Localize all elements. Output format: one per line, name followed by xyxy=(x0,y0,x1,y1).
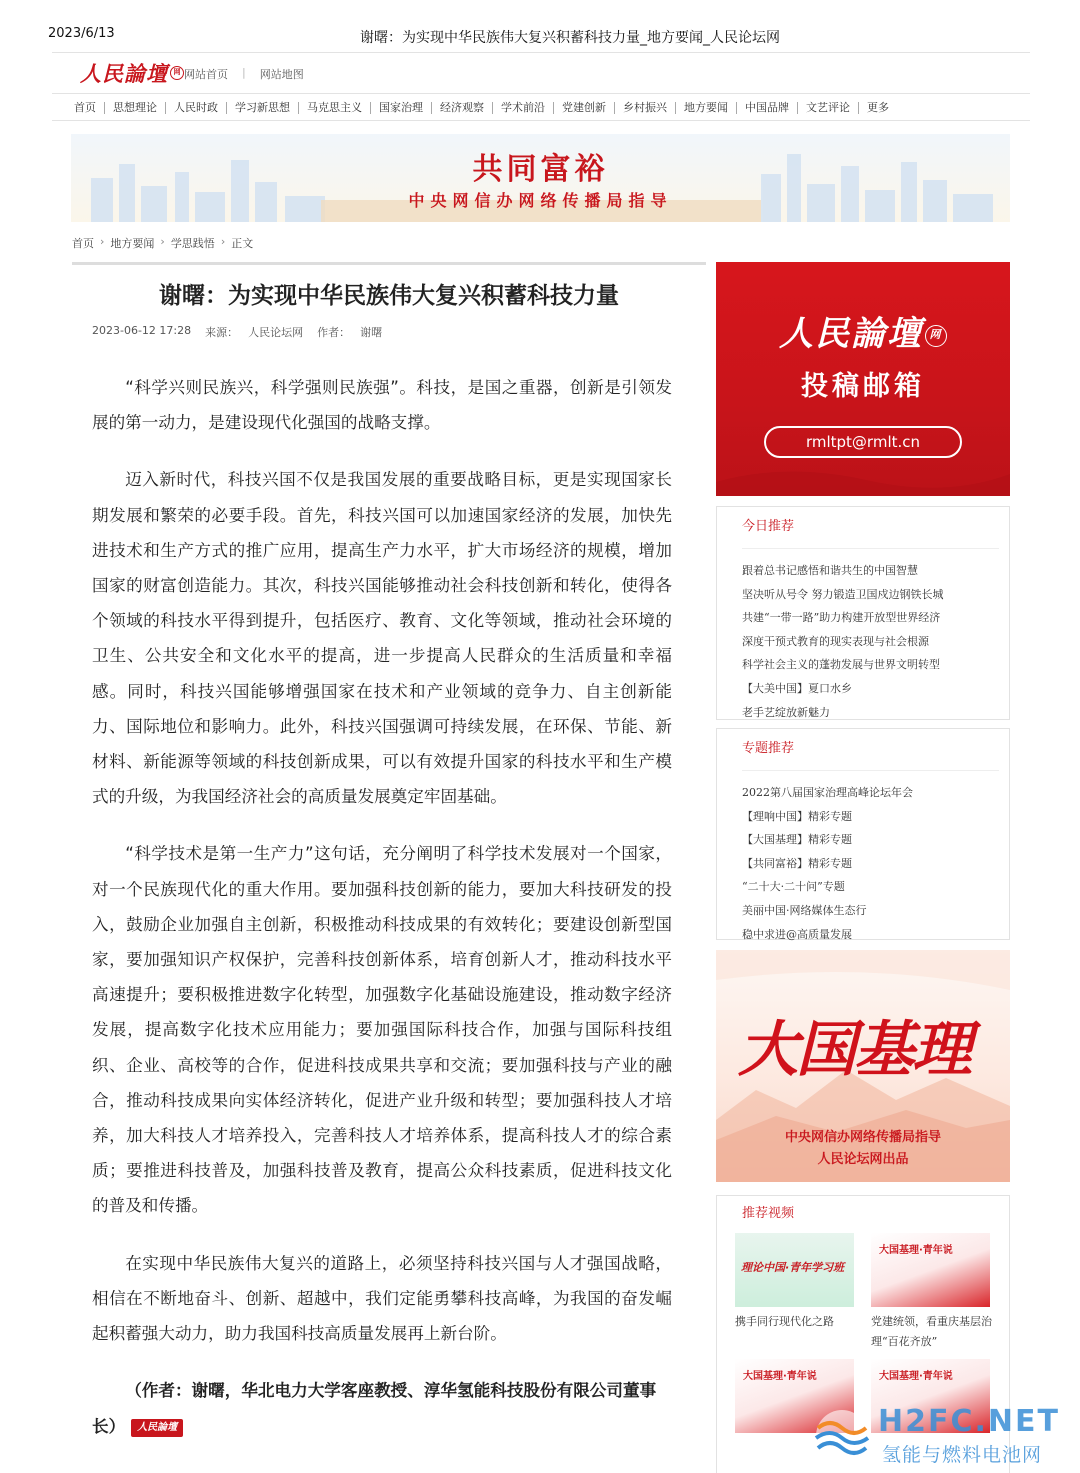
wave-logo-icon xyxy=(810,1404,874,1468)
ad-logo xyxy=(716,306,1010,355)
print-date: 2023/6/13 xyxy=(48,26,115,41)
list-item[interactable]: 科学社会主义的蓬勃发展与世界文明转型 xyxy=(742,658,940,672)
main-nav xyxy=(52,96,1030,121)
video-thumbnail[interactable] xyxy=(871,1233,990,1307)
link-home[interactable]: 网站首页 xyxy=(184,68,228,81)
chevron-right-icon: › xyxy=(100,235,105,248)
nav-item-study[interactable]: 学习新思想 xyxy=(227,102,299,114)
breadcrumb xyxy=(72,235,259,251)
list-item[interactable]: 2022第八届国家治理高峰论坛年会 xyxy=(742,786,913,799)
nav-item-arts[interactable]: 文艺评论 xyxy=(798,102,859,114)
article-source[interactable]: 人民论坛网 xyxy=(248,326,304,339)
breadcrumb-home[interactable]: 首页 xyxy=(72,237,94,250)
nav-item-brand[interactable]: 中国品牌 xyxy=(737,102,798,114)
common-prosperity-banner[interactable] xyxy=(71,134,1010,222)
article-paragraph: “科学兴则民族兴，科学强则民族强”。科技，是国之重器，创新是引领发展的第一动力，是建设现代化强国的战略支撑。 xyxy=(92,378,672,433)
source-label: 来源： xyxy=(205,326,239,339)
today-list xyxy=(742,559,1009,724)
ad-logo-badge: 网 xyxy=(925,325,947,347)
banner-subtitle: 中央网信办网络传播局指导 xyxy=(408,191,673,210)
list-item[interactable]: 老手艺绽放新魅力 xyxy=(742,705,830,719)
list-item[interactable]: 【大美中国】夏口水乡 xyxy=(742,681,852,695)
article-body xyxy=(72,370,706,1445)
today-heading: 今日推荐 xyxy=(742,519,795,534)
top-links xyxy=(184,66,318,82)
wave-decoration xyxy=(716,456,1010,496)
site-logo-text: 人民論壇 xyxy=(80,61,168,86)
ad-email[interactable]: rmltpt@rmlt.cn xyxy=(764,426,962,458)
article-meta xyxy=(72,324,706,340)
ad-title: 投稿邮箱 xyxy=(801,371,925,402)
topic-recommend-box xyxy=(716,728,1010,940)
watermark-brand: H2FC.NET xyxy=(878,1404,1060,1439)
breadcrumb-local[interactable]: 地方要闻 xyxy=(110,237,155,250)
watermark-subtitle: 氢能与燃料电池网 xyxy=(882,1444,1043,1466)
author-note-text: （作者：谢曙，华北电力大学客座教授、淳华氢能科技股份有限公司董事长） xyxy=(92,1381,657,1437)
author-note xyxy=(92,1373,672,1445)
video-thumb-text: 大国基理·青年说 xyxy=(879,1371,953,1382)
site-seal-logo: 人民論壇 xyxy=(131,1419,183,1437)
chevron-right-icon: › xyxy=(160,235,165,248)
article-author: 谢曙 xyxy=(360,326,383,339)
video-thumbnail[interactable] xyxy=(735,1233,854,1307)
site-logo-badge: 网 xyxy=(170,66,184,80)
author-label: 作者： xyxy=(317,326,351,339)
list-item[interactable]: 坚决听从号令 努力锻造卫国戍边钢铁长城 xyxy=(742,587,944,601)
submission-email-ad[interactable] xyxy=(716,262,1010,496)
box-header xyxy=(742,737,999,771)
list-item[interactable]: 【共同富裕】精彩专题 xyxy=(742,856,852,870)
nav-item-politics[interactable]: 人民时政 xyxy=(166,102,227,114)
article-divider xyxy=(72,262,706,265)
list-item[interactable]: 稳中求进@高质量发展 xyxy=(742,927,852,941)
nav-item-marxism[interactable]: 马克思主义 xyxy=(299,102,371,114)
nav-item-local[interactable]: 地方要闻 xyxy=(676,102,737,114)
breadcrumb-current: 正文 xyxy=(231,237,254,250)
box-header xyxy=(742,515,999,549)
chevron-right-icon: › xyxy=(220,235,226,248)
nav-item-economy[interactable]: 经济观察 xyxy=(432,102,493,114)
video-thumb-text: 大国基理·青年说 xyxy=(743,1371,817,1382)
nav-item-party[interactable]: 党建创新 xyxy=(554,102,615,114)
banner-title: 共同富裕 xyxy=(472,152,609,187)
ad-logo-text: 人民論壇 xyxy=(779,314,923,354)
list-item[interactable]: 美丽中国·网络媒体生态行 xyxy=(742,903,867,917)
video-caption[interactable]: 携手同行现代化之路 xyxy=(735,1315,834,1328)
print-page-title: 谢曙：为实现中华民族伟大复兴积蓄科技力量_地方要闻_人民论坛网 xyxy=(360,30,780,46)
topics-heading: 专题推荐 xyxy=(742,741,795,756)
article-paragraph: 在实现中华民族伟大复兴的道路上，必须坚持科技兴国与人才强国战略，相信在不断地奋斗、创新、超越中，我们定能勇攀科技高峰，为我国的奋发崛起积蓄强大动力，助力我国科技高质量发展再上新台阶。 xyxy=(92,1253,672,1344)
nav-item-governance[interactable]: 国家治理 xyxy=(371,102,432,114)
site-logo[interactable] xyxy=(80,60,184,86)
video-caption[interactable]: 党建统领，看重庆基层治理“百花齐放” xyxy=(871,1315,992,1348)
article-paragraph: 迈入新时代，科技兴国不仅是我国发展的重要战略目标，更是实现国家长期发展和繁荣的必要手段。首先，科技兴国可以加速国家经济的发展，加快先进技术和生产方式的推广应用，提高生产力水平，扩大市场经济的规模，增加国家的财富创造能力。其次，科技兴国能够推动社会科技创新和转化，使得各个领域的科技水平得到提升，包括医疗、教育、文化等领域，推动社会环境的卫生、公共安全和文化水平的提高，进一步提高人民群众的生活质量和幸福感。同时，科技兴国能够增强国家在技术和产业领域的竞争力、自主创新能力、国际地位和影响力。此外，科技兴国强调可持续发展，在环保、节能、新材料、新能源等领域的科技创新成果，可以有效提升国家的科技水平和生产模式的升级，为我国经济社会的高质量发展奠定牢固基础。 xyxy=(92,470,672,807)
list-item[interactable]: 共建“一带一路”助力构建开放型世界经济 xyxy=(742,611,941,625)
today-recommend-box xyxy=(716,506,1010,720)
article-paragraph: “科学技术是第一生产力”这句话，充分阐明了科学技术发展对一个国家，对一个民族现代化的重大作用。要加强科技创新的能力，要加大科技研发的投入，鼓励企业加强自主创新，积极推动科技成果的有效转化；要建设创新型国家，要加强知识产权保护，完善科技创新体系，培育创新人才，推动科技水平高速提升；要积极推进数字化转型，加强数字化基础设施建设，推动数字经济发展，提高数字化技术应用能力；要加强国际科技合作，加强与国际科技组织、企业、高校等的合作，促进科技成果共享和交流；要加强科技与产业的融合，推动科技成果向实体经济转化，促进产业升级和转型；要加强科技人才培养，加大科技人才培养投入，完善科技人才培养体系，提高科技人才的综合素质；要推进科技普及，加强科技普及教育，提高公众科技素质，促进科技文化的普及和传播。 xyxy=(92,844,672,1216)
nav-item-rural[interactable]: 乡村振兴 xyxy=(615,102,676,114)
nav-item-academic[interactable]: 学术前沿 xyxy=(493,102,554,114)
article-datetime: 2023-06-12 17:28 xyxy=(92,324,192,337)
video-thumb-text: 理论中国·青年学习班 xyxy=(741,1261,845,1274)
nav-item-home[interactable]: 首页 xyxy=(74,102,105,114)
promo-title: 大国基理 xyxy=(738,1015,970,1085)
link-sitemap[interactable]: 网站地图 xyxy=(259,68,304,81)
video-thumb-text: 大国基理·青年说 xyxy=(879,1245,953,1256)
list-item[interactable]: 跟着总书记感悟和谐共生的中国智慧 xyxy=(742,564,918,577)
promo-line-1: 中央网信办网络传播局指导 xyxy=(784,1130,941,1145)
link-separator: | xyxy=(242,66,246,79)
nav-item-more[interactable]: 更多 xyxy=(867,101,889,114)
list-item[interactable]: 【理响中国】精彩专题 xyxy=(742,809,852,823)
daguo-jili-promo[interactable] xyxy=(716,950,1010,1182)
videos-heading: 推荐视频 xyxy=(742,1206,795,1221)
article-title: 谢曙：为实现中华民族伟大复兴积蓄科技力量 xyxy=(159,282,619,309)
topics-list xyxy=(742,781,1009,946)
article xyxy=(72,262,706,1445)
h2fc-watermark xyxy=(810,1400,1072,1470)
list-item[interactable]: “二十大·二十问”专题 xyxy=(742,880,845,894)
list-item[interactable]: 【大国基理】精彩专题 xyxy=(742,833,852,847)
site-header xyxy=(52,52,1030,94)
list-item[interactable]: 深度干预式教育的现实表现与社会根源 xyxy=(742,634,929,648)
nav-item-theory[interactable]: 思想理论 xyxy=(105,102,166,114)
breadcrumb-study[interactable]: 学思践悟 xyxy=(170,237,215,250)
promo-line-2: 人民论坛网出品 xyxy=(817,1152,909,1167)
